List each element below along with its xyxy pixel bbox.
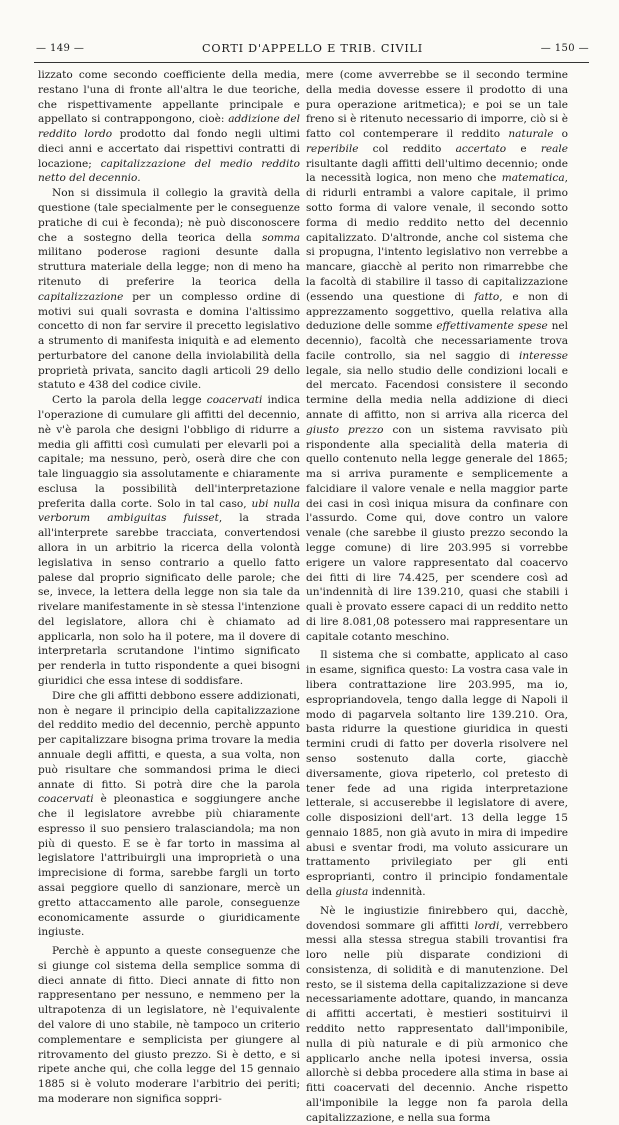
- italic-text: ubi nulla verborum ambiguitas fuisset: [38, 497, 301, 525]
- italic-text: coacervati: [38, 793, 94, 806]
- italic-text: reale: [540, 142, 569, 155]
- paragraph: [306, 904, 568, 1125]
- italic-text: effettivamente spese: [436, 320, 548, 333]
- paragraph: [306, 648, 568, 899]
- italic-text: fatto: [474, 290, 500, 303]
- paragraph: [38, 68, 300, 186]
- text-run: Perchè è appunto a queste conseguenze che si giunge col sistema della semplice somma di dieci annate di fitto. Dieci annate di fitto non rappresentano per nessuno, e nemmeno per la ultrapotenza di un legislatore, nè l'equivalente del valore di uno stabile, nè tampoco un criterio complementare e semplicista per giungere al ritrovamento del giusto prezzo. Si è detto, e si ripete anche qui, che colla legge del 15 gennaio 1885 si è voluto moderare l'arbitrio dei periti; ma moderare non significa soppri-: [38, 945, 300, 1105]
- left-column: [38, 68, 300, 1107]
- paragraph: [38, 944, 300, 1107]
- text-run: mere (come avverrebbe se il secondo termine della media dovesse essere il prodotto di una pura operazione aritmetica); e poi se un tale freno si è ritenuto necessario di imporre, ciò si è fatto col contemperare il reddito: [306, 69, 568, 141]
- text-run: risultante dagli affitti dell'ultimo decennio; onde la necessità logica, non meno che: [306, 157, 568, 185]
- text-run: indennità.: [368, 885, 426, 898]
- italic-text: naturale: [508, 128, 554, 141]
- right-column: [306, 68, 568, 1125]
- italic-text: coacervati: [206, 394, 263, 407]
- italic-text: somma: [261, 231, 300, 244]
- italic-text: capitalizzazione: [38, 290, 124, 303]
- text-run: Il sistema che si combatte, applicato al caso in esame, significa questo: La vostra casa vale in libera contrattazione lire 203.995, ma io, espropriandovela, tengo dalla legge di Napoli il modo di pagarvela soltanto lire 139.210. Ora, basta ridurre la questione giuridica in questi termini crudi di fatto per doverla risolvere nel senso sostenuto dalla corte, giacchè diversamente, giova ripeterlo, col pretesto di tener fede ad una rigida interpretazione letterale, si accuserebbe il legislatore di avere, colle disposizioni dell'art. 13 della legge 15 gennaio 1885, non già avuto in mira di impedire abusi e sventar frodi, ma voluto assicurare un trattamento privilegiato per gli enti esproprianti, contro il principio fondamentale della: [306, 649, 568, 898]
- text-run: Certo la parola della legge: [52, 394, 207, 407]
- text-run: è pleonastica e soggiungere anche che il legislatore avrebbe più chiaramente espresso il suo pensiero tralasciandola; ma non più di questo. E se è far torto in massima al legislatore l'attribuirgli una improprietà o una imprecisione di forma, sarebbe fargli un torto assai peggiore quello di sanzionare, mercè un gretto attaccamento alle parole, conseguenze economicamente assurde o giuridicamente ingiuste.: [38, 793, 300, 939]
- page-number-left: — 149 —: [36, 42, 85, 54]
- italic-text: giusta: [335, 885, 369, 898]
- text-run: col reddito: [358, 142, 456, 155]
- italic-text: matematica: [501, 172, 565, 185]
- italic-text: reperibile: [306, 142, 359, 155]
- text-run: legale, sia nello studio delle condizioni locali e del mercato. Facendosi consistere il secondo termine della media nella addizione di dieci annate di affitto, non si arriva alla ricerca del: [306, 364, 568, 421]
- paragraph: [38, 689, 300, 940]
- text-run: Non si dissimula il collegio la gravità della questione (tale specialmente per le conseguenze pratiche di cui è feconda); nè può disconoscere che a sostegno della teorica della: [38, 187, 300, 244]
- text-run: Dire che gli affitti debbono essere addizionati, non è negare il principio della capitalizzazione del reddito medio del decennio, perchè appunto per capitalizzare bisogna prima trovare la media annuale degli affitti, e questa, a sua volta, non può risultare che sommandosi prima le dieci annate di fitto. Si potrà dire che la parola: [38, 689, 300, 791]
- italic-text: interesse: [519, 349, 568, 362]
- text-run: , di ridurli entrambi a valore capitale, il primo sotto forma di valore venale, il secondo sotto forma di medio reddito netto del decennio capitalizzato. D'altronde, anche col sistema che si propugna, l'intento legislativo non verrebbe a mancare, giacchè al perito non rimarrebbe che la facoltà di stabilire il tasso di capitalizzazione (essendo una questione di: [306, 172, 568, 303]
- text-run: per un complesso ordine di motivi sui quali sovrasta e domina l'altissimo concetto di non far servire il precetto legislativo a strumento di manifesta iniquità e ad elemento perturbatore del canone della inviolabilità della proprietà privata, sancito dagli articoli 29 dello statuto e 438 del codice civile.: [38, 290, 300, 392]
- header-rule: [34, 62, 589, 63]
- page-number-right: — 150 —: [540, 42, 589, 54]
- paragraph: [38, 186, 300, 393]
- text-run: o: [553, 128, 569, 141]
- text-run: con un sistema ravvisato più rispondente alla specialità della materia di quello contenuto nella legge generale del 1865; ma si arriva puramente e semplicemente a falcidiare il valore venale e nella maggior parte dei casi in così iniqua misura da confinare con l'assurdo. Come qui, dove contro un valore venale (che sarebbe il giusto prezzo secondo la legge comune) di lire 203.995 si vorrebbe erigere un valore rappresentato dal coacervo dei fitti di lire 74.425, per scendere così ad un'indennità di lire 139.210, quasi che stabili i quali è provato essere capaci di un reddito netto di lire 8.081,08 potessero mai rappresentare un capitale cotanto meschino.: [306, 423, 568, 643]
- running-header: [36, 40, 589, 56]
- italic-text: giusto prezzo: [306, 423, 384, 436]
- text-run: , la strada all'interprete sarebbe tracciata, convertendosi allora in un arbitrio la ricerca della volontà legislativa in senso contrario a quello fatto palese dal proprio significato delle parole; che se, invece, la lettera della legge non sia tale da rivelare manifestamente in sè stessa l'intenzione del legislatore, allora chi è chiamato ad applicarla, non solo ha il potere, ma il dovere di interpretarla scrutandone l'intimo significato per renderla in tutto rispondente a quei bisogni giuridici che essa intese di soddisfare.: [38, 512, 300, 688]
- italic-text: accertato: [455, 142, 507, 155]
- running-title: CORTI D'APPELLO E TRIB. CIVILI: [201, 41, 423, 55]
- text-run: , e non di apprezzamento soggettivo, quella relativa alla deduzione delle somme: [306, 290, 568, 333]
- text-run: e: [506, 142, 541, 155]
- text-run: Nè le ingiustizie finirebbero qui, dacchè, dovendosi sommare gli affitti: [306, 904, 568, 932]
- italic-text: capitalizzazione del medio reddito netto del decennio.: [38, 157, 301, 185]
- text-run: indica l'operazione di cumulare gli affitti del decennio, nè v'è parola che designi l'obbligo di ridurre a media gli affitti così cumulati per elevarli poi a capitale; ma nessuno, però, oserà dire che con tale linguaggio sia assolutamente e chiaramente esclusa la possibilità dell'interpretazione preferita dalla corte. Solo in tal caso,: [38, 394, 300, 510]
- italic-text: lordi: [474, 919, 500, 932]
- italic-text: addizione del reddito lordo: [38, 113, 300, 141]
- text-run: , verrebbero messi alla stessa stregua stabili trovantisi fra loro nelle più disparate condizioni di consistenza, di solidità e di manutenzione. Del resto, se il sistema della capitalizzazione si deve necessariamente adottare, quando, in mancanza di affitti accertati, è mestieri sostituirvi il reddito netto rappresentato dall'imponibile, nulla di più naturale e di più armonico che applicarlo anche nella ipotesi inversa, ossia allorchè si debba procedere alla stima in base ai fitti coacervati del decennio. Anche rispetto all'imponibile la legge non fa parola della capitalizzazione, e nella sua forma: [306, 919, 568, 1124]
- paragraph: [306, 68, 568, 644]
- text-run: prodotto dal fondo negli ultimi dieci anni e accertato dai rispettivi contratti di locazione;: [38, 128, 300, 170]
- paragraph: [38, 393, 300, 689]
- text-run: lizzato come secondo coefficiente della media, restano l'una di fronte all'altra le due teoriche, che rispettivamente appellante principale e appellato si contrappongono, cioè:: [38, 69, 300, 126]
- text-run: nel decennio), facoltà che necessariamente trova facile controllo, sia nel saggio di: [306, 320, 568, 362]
- text-run: militano poderose ragioni desunte dalla struttura materiale della legge; non di meno ha ritenuto di preferire la teorica della: [38, 246, 300, 288]
